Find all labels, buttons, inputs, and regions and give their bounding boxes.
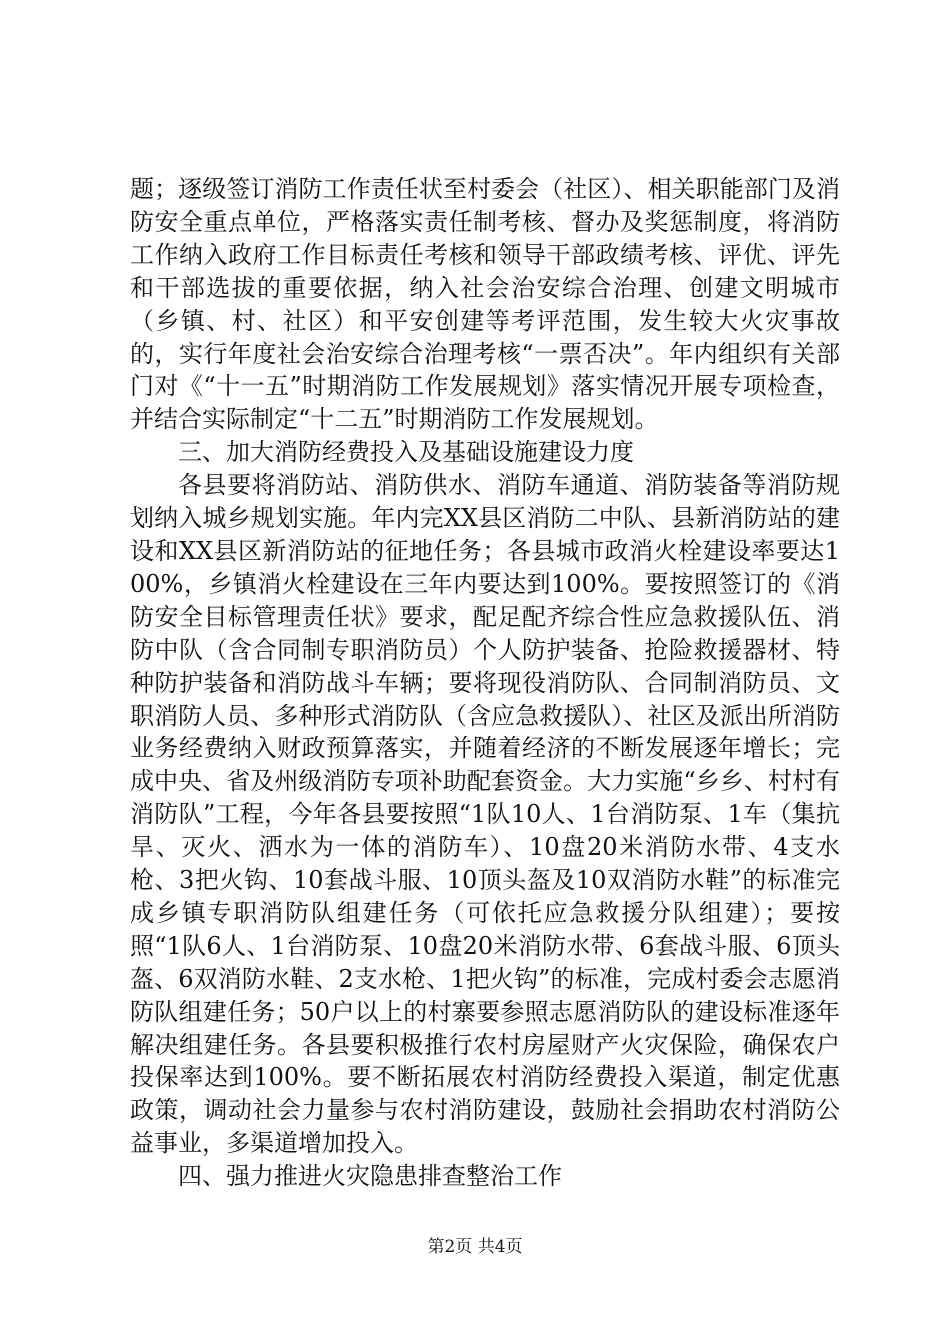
paragraph-section-3: 各县要将消防站、消防供水、消防车通道、消防装备等消防规划纳入城乡规划实施。年内完XX县区消防二中队、县新消防站的建设和XX县区新消防站的征地任务；各县城市政消火栓建设率要达100%，乡镇消火栓建设在三年内要达到100%。要按照签订的《消防安全目标管理责任状》要求，配足配齐综合性应急救援队伍、消防中队（含合同制专职消防员）个人防护装备、抢险救援器材、特种防护装备和消防战斗车辆；要将现役消防队、合同制消防员、文职消防人员、多种形式消防队（含应急救援队）、社区及派出所消防业务经费纳入财政预算落实，并随着经济的不断发展逐年增长；完成中央、省及州级消防专项补助配套资金。大力实施“乡乡、村村有消防队”工程，今年各县要按照“1队10人、1台消防泵、1车（集抗旱、灭火、洒水为一体的消防车）、10盘20米消防水带、4支水枪、3把火钩、10套战斗服、10顶头盔及10双消防水鞋”的标准完成乡镇专职消防队组建任务（可依托应急救援分队组建）；要按照“1队6人、1台消防泵、10盘20米消防水带、6套战斗服、6顶头盔、6双消防水鞋、2支水枪、1把火钩”的标准，完成村委会志愿消防队组建任务；50户以上的村寨要参照志愿消防队的建设标准逐年解决组建任务。各县要积极推行农村房屋财产火灾保险，确保农户投保率达到100%。要不断拓展农村消防经费投入渠道，制定优惠政策，调动社会力量参与农村消防建设，鼓励社会捐助农村消防公益事业，多渠道增加投入。 xyxy=(130,471,840,1158)
document-body xyxy=(130,173,840,1193)
paragraph-continuation: 题；逐级签订消防工作责任状至村委会（社区）、相关职能部门及消防安全重点单位，严格落实责任制考核、督办及奖惩制度，将消防工作纳入政府工作目标责任考核和领导干部政绩考核、评优、评先和干部选拔的重要依据，纳入社会治安综合治理、创建文明城市（乡镇、村、社区）和平安创建等考评范围，发生较大火灾事故的，实行年度社会治安综合治理考核“一票否决”。年内组织有关部门对《“十一五”时期消防工作发展规划》落实情况开展专项检查，并结合实际制定“十二五”时期消防工作发展规划。 xyxy=(130,175,840,434)
page-footer: 第2页 共4页 xyxy=(427,1237,523,1257)
section-heading-3: 三、加大消防经费投入及基础设施建设力度 xyxy=(178,438,634,467)
section-heading-4: 四、强力推进火灾隐患排查整治工作 xyxy=(178,1162,562,1191)
